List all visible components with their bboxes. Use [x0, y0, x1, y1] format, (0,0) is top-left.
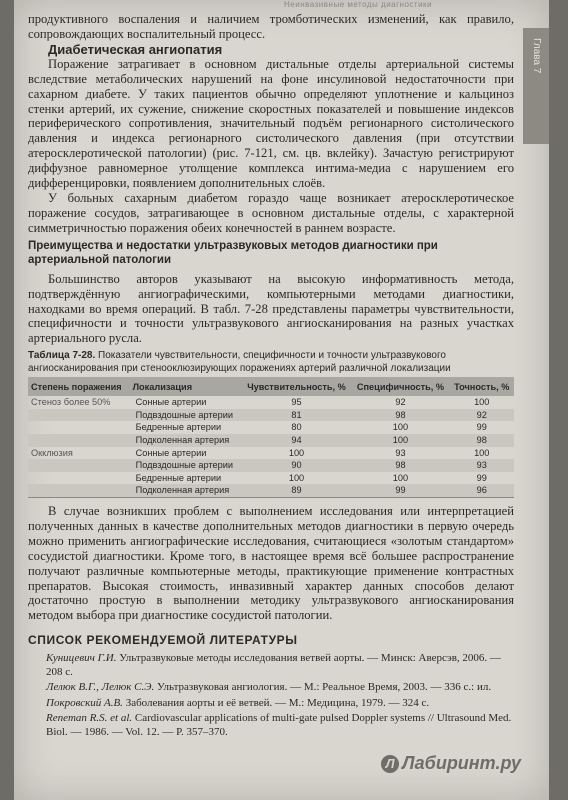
cell-location: Подколенная артерия: [135, 435, 230, 445]
table-row: [28, 459, 514, 472]
watermark-logo-icon: Л: [381, 755, 399, 773]
page-content: [28, 12, 514, 741]
reference-text: Cardiovascular applications of multi-gate pulsed Doppler systems // Ultrasound Med. Biol. — 1986. — Vol. 12. — P. 357–370.: [46, 712, 512, 738]
cell-specificity: 100: [392, 422, 409, 433]
conclusion-paragraph: В случае возникших проблем с выполнением исследования или интерпретацией полученных данных в качестве дополнительных методов диагностики в первую очередь можно применить ангиографические исследования, считающиеся «золотым стандартом» сосудистой диагностики. Кроме того, в настоящее время всё большее распространение получают различные компьютерные методы, практикующие применение контрастных препаратов. Высокая стоимость, инвазивный характер данных способов делают достаточно простую в выполнении методику ультразвукового ангиосканирования методом выбора при диагностике сосудистой патологии.: [28, 503, 514, 623]
cell-degree: Окклюзия: [31, 447, 73, 458]
cell-specificity: 100: [392, 472, 409, 483]
table-row: [28, 434, 514, 447]
table-caption: [28, 350, 514, 375]
diabetic-heading: Диабетическая ангиопатия: [48, 41, 223, 57]
results-table: [28, 377, 514, 497]
reference-text: Ультразвуковая ангиология. — М.: Реальное Время, 2003. — 336 с.: ил.: [154, 681, 492, 694]
cell-sensitivity: 95: [291, 397, 302, 408]
reference-item: [28, 712, 514, 739]
reference-author: Покровский А.В.: [46, 696, 123, 709]
table-row: [28, 421, 514, 434]
cell-sensitivity: 81: [291, 409, 302, 420]
table-body: [28, 396, 514, 497]
references-heading: СПИСОК РЕКОМЕНДУЕМОЙ ЛИТЕРАТУРЫ: [28, 633, 298, 648]
reference-author: Лелюк В.Г., Лелюк С.Э.: [46, 681, 155, 694]
cell-location: Сонные артерии: [135, 397, 207, 408]
cell-degree: [28, 434, 130, 447]
cell-specificity: 93: [395, 447, 406, 458]
cell-accuracy: 96: [476, 485, 487, 496]
reference-item: [28, 652, 514, 679]
cell-specificity: 99: [395, 485, 406, 496]
cell-degree: [28, 484, 130, 497]
cell-location: Подвздошные артерии: [135, 409, 234, 420]
cell-accuracy: 98: [476, 435, 487, 445]
cell-sensitivity: 100: [288, 447, 305, 458]
col-degree: Степень поражения: [31, 381, 122, 392]
watermark-text: Лабиринт.ру: [402, 753, 521, 773]
cell-degree: [28, 421, 130, 434]
cell-accuracy: 100: [474, 447, 490, 458]
cell-specificity: 98: [395, 460, 406, 471]
cell-sensitivity: 89: [291, 485, 302, 496]
table-row: [28, 396, 514, 409]
cell-accuracy: 99: [476, 472, 487, 483]
chapter-tab: [523, 28, 549, 144]
cell-location: Подвздошные артерии: [135, 460, 234, 471]
table-row: [28, 472, 514, 485]
reference-item: [28, 681, 514, 695]
diabetic-paragraph-1: Поражение затрагивает в основном дистальные отделы артериальной системы вследствие метаболических нарушений на фоне инсулиновой недостаточности при сахарном диабете. У таких пациентов обычно определяют уплотнение и кальциноз стенки артерий, их сужение, снижение скоростных показателей и повышение индексов периферического сопротивления, значительный подъём регионарного систолического давления и индекса регионарного систолического давления (при отсутствии атеросклеротической патологии) (рис. 7-121, см. цв. вклейку). Зачастую регистрируют диффузное равномерное утолщение комплекса интима-медиа с нарушением его дифференцировки, появлением дополнительных слоёв.: [28, 56, 514, 191]
col-sensitivity: Чувствительность, %: [247, 381, 346, 392]
advantages-heading: Преимущества и недостатки ультразвуковых методов диагностики при артериальной патологии: [28, 239, 438, 266]
cell-specificity: 92: [395, 397, 406, 408]
cell-degree: Стеноз более 50%: [31, 397, 111, 408]
table-row: [28, 484, 514, 497]
table-row: [28, 409, 514, 422]
cell-accuracy: 99: [476, 422, 487, 433]
reference-text: Ультразвуковые методы исследования ветвей аорты. — Минск: Аверсэв, 2006. — 208 с.: [46, 652, 501, 678]
cell-specificity: 100: [392, 435, 409, 445]
col-specificity: Специфичность, %: [356, 381, 445, 392]
reference-item: [28, 697, 514, 711]
cell-degree: [28, 409, 130, 422]
cell-location: Сонные артерии: [135, 447, 207, 458]
chapter-tab-label: Глава 7: [531, 38, 542, 74]
cell-sensitivity: 100: [288, 472, 305, 483]
reference-author: Reneman R.S. et al.: [46, 712, 133, 725]
cell-accuracy: 92: [476, 409, 487, 420]
cell-accuracy: 93: [476, 460, 487, 471]
intro-paragraph: продуктивного воспаления и наличием тромботических изменений, как правило, сопровождающих воспалительный процесс.: [28, 12, 514, 41]
col-location: Локализация: [132, 381, 193, 392]
running-head: Неинвазивные методы диагностики: [284, 0, 433, 9]
table-header-row: [28, 377, 514, 396]
advantages-paragraph: Большинство авторов указывают на высокую информативность метода, подтверждённую ангиографическими, компьютерными методами диагностики, находками во время операций. В табл. 7-28 представлены параметры чувствительности, специфичности и точности ультразвукового ангиосканирования на разных участках артериального русла.: [28, 271, 514, 346]
col-accuracy: Точность, %: [454, 381, 510, 392]
cell-location: Бедренные артерии: [135, 422, 222, 433]
cell-location: Бедренные артерии: [135, 472, 222, 483]
cell-location: Подколенная артерия: [135, 485, 230, 496]
book-page: [14, 0, 549, 800]
reference-author: Куницевич Г.И.: [46, 652, 117, 665]
table-caption-label: Таблица 7-28.: [28, 350, 96, 362]
watermark: [381, 753, 521, 774]
cell-degree: [28, 459, 130, 472]
table-caption-text: Показатели чувствительности, специфичности и точности ультразвукового ангиосканирования при стенооклюзирующих поражениях артерий различной локализации: [28, 350, 451, 374]
cell-sensitivity: 80: [291, 422, 302, 433]
diabetic-paragraph-2: У больных сахарным диабетом гораздо чаще возникает атеросклеротическое поражение сосудов, затрагивающее в основном дистальные отделы, с характерной симметричностью поражения обеих конечностей в раннем возрасте.: [28, 190, 514, 235]
cell-specificity: 98: [395, 409, 406, 420]
references-list: [28, 652, 514, 739]
table-row: [28, 447, 514, 460]
cell-degree: [28, 472, 130, 485]
table-bottom-rule: [28, 497, 514, 498]
cell-sensitivity: 90: [291, 460, 302, 471]
cell-sensitivity: 94: [291, 435, 302, 445]
cell-accuracy: 100: [474, 397, 490, 408]
reference-text: Заболевания аорты и её ветвей. — М.: Медицина, 1979. — 324 с.: [122, 696, 430, 709]
